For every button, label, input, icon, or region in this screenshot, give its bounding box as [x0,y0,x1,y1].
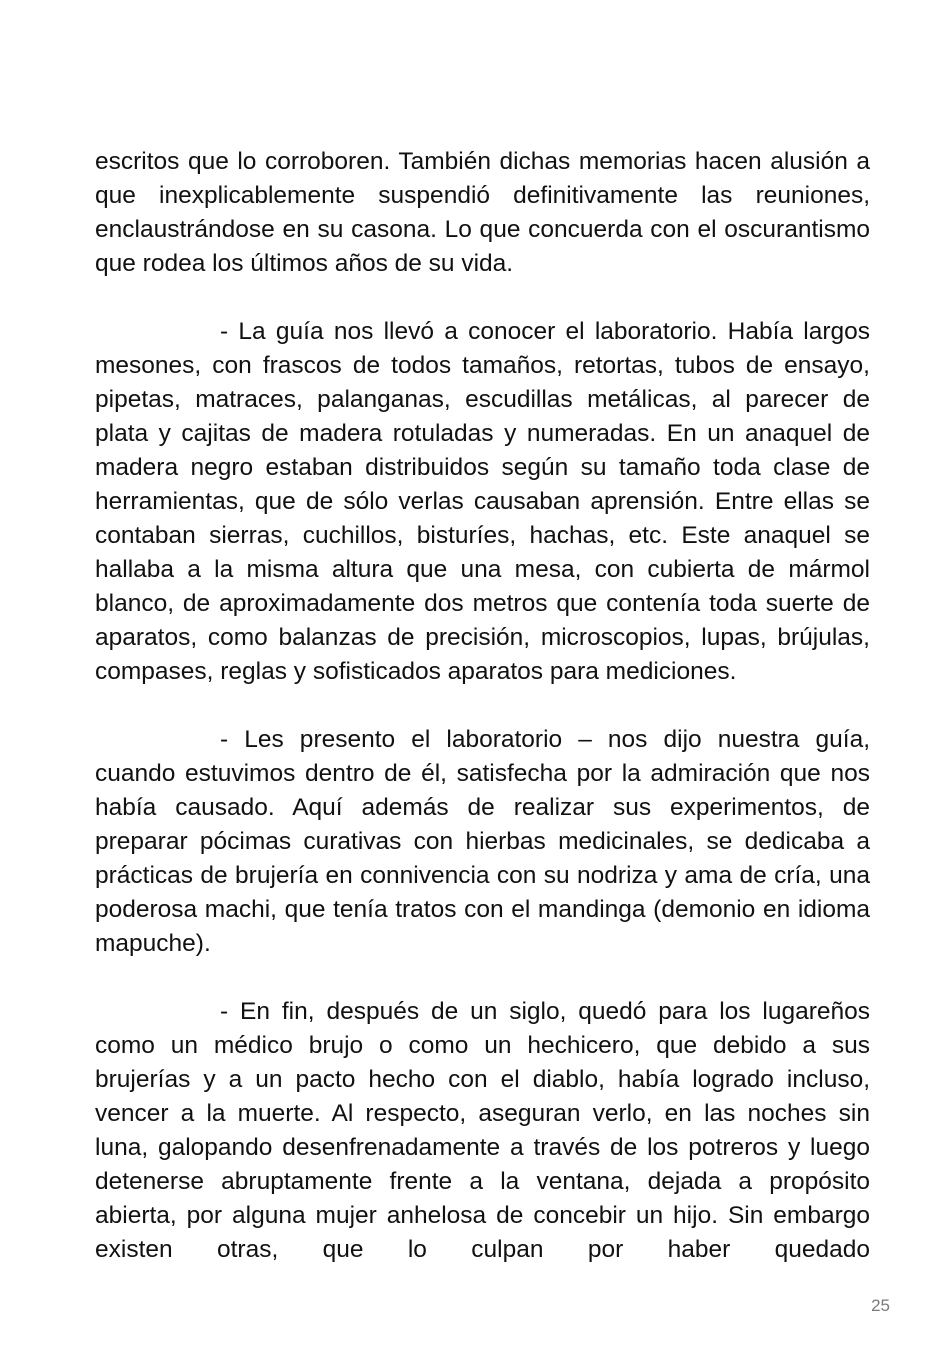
paragraph-2: - La guía nos llevó a conocer el laboratorio. Había largos mesones, con frascos de todos tamaños, retortas, tubos de ensayo, pipetas, matraces, palanganas, escudillas metálicas, al parecer de plata y cajitas de madera rotuladas y numeradas. En un anaquel de madera negro estaban distribuidos según su tamaño toda clase de herramientas, que de sólo verlas causaban aprensión. Entre ellas se contaban sierras, cuchillos, bisturíes, hachas, etc. Este anaquel se hallaba a la misma altura que una mesa, con cubierta de mármol blanco, de aproximadamente dos metros que contenía toda suerte de aparatos, como balanzas de precisión, microscopios, lupas, brújulas, compases, reglas y sofisticados aparatos para mediciones. [95,318,870,685]
page-number: 25 [871,1296,890,1315]
paragraph-4: - En fin, después de un siglo, quedó para los lugareños como un médico brujo o como un hechicero, que debido a sus brujerías y a un pacto hecho con el diablo, había logrado incluso, vencer a la muerte. Al respecto, aseguran verlo, en las noches sin luna, galopando desenfrenadamente a través de los potreros y luego detenerse abruptamente frente a la ventana, dejada a propósito abierta, por alguna mujer anhelosa de concebir un hijo. Sin embargo existen otras, que lo culpan por haber quedado [95,998,870,1263]
paragraph-3: - Les presento el laboratorio – nos dijo nuestra guía, cuando estuvimos dentro de él, satisfecha por la admiración que nos había causado. Aquí además de realizar sus experimentos, de preparar pócimas curativas con hierbas medicinales, se dedicaba a prácticas de brujería en connivencia con su nodriza y ama de cría, una poderosa machi, que tenía tratos con el mandinga (demonio en idioma mapuche). [95,726,870,957]
page-body [95,145,870,1267]
paragraph-1: escritos que lo corroboren. También dichas memorias hacen alusión a que inexplicablemente suspendió definitivamente las reuniones, enclaustrándose en su casona. Lo que concuerda con el oscurantismo que rodea los últimos años de su vida. [95,148,870,277]
